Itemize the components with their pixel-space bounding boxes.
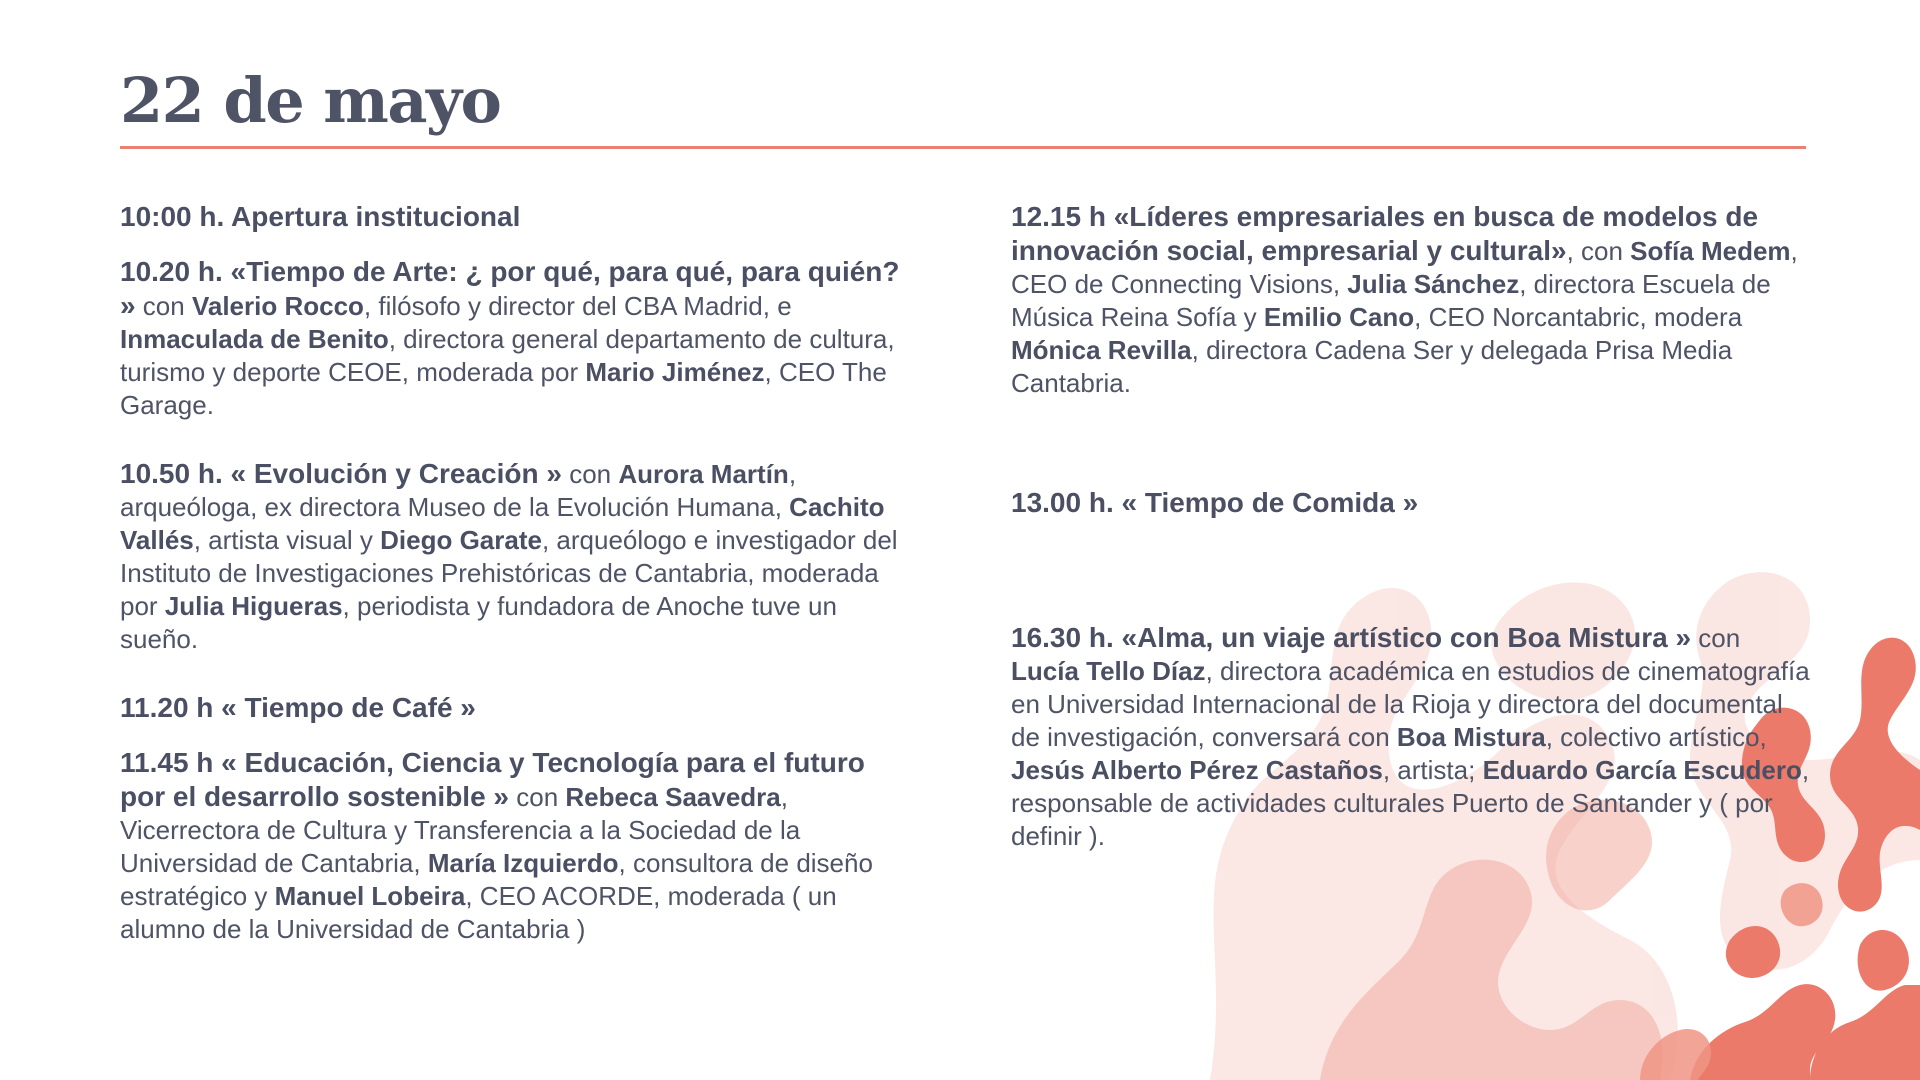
speaker-name: Mario Jiménez bbox=[585, 357, 765, 387]
speaker-name: Diego Garate bbox=[380, 525, 542, 555]
agenda-item-text: , arqueóloga, ex directora Museo de la Evolución Humana, bbox=[120, 459, 797, 522]
schedule-right-column bbox=[1011, 200, 1811, 853]
agenda-item-text: , directora Escuela de Música Reina Sofía y bbox=[1011, 269, 1771, 332]
speaker-name: Manuel Lobeira bbox=[274, 881, 466, 911]
agenda-item-text: , directora Cadena Ser y delegada Prisa Media Cantabria. bbox=[1011, 335, 1733, 398]
agenda-item-text: , arqueólogo e investigador del Instituto de Investigaciones Prehistóricas de Cantabria, moderada por bbox=[120, 525, 898, 621]
agenda-item-heading: 12.15 h «Líderes empresariales en busca de modelos de innovación social, empresarial y cultural» bbox=[1011, 201, 1759, 266]
speaker-name: María Izquierdo bbox=[427, 848, 619, 878]
speaker-name: Boa Mistura bbox=[1396, 722, 1546, 752]
agenda-item-heading: 10.20 h. «Tiempo de Arte: ¿ por qué, para qué, para quién? » bbox=[120, 256, 900, 321]
agenda-item-text: , colectivo artístico, bbox=[1545, 722, 1767, 752]
agenda-item-text: , periodista y fundadora de Anoche tuve un sueño. bbox=[120, 591, 837, 654]
speaker-name: Cachito Vallés bbox=[120, 492, 885, 555]
speaker-name: Jesús Alberto Pérez Castaños bbox=[1011, 755, 1383, 785]
agenda-item-text: , CEO Norcantabric, modera bbox=[1414, 302, 1743, 332]
agenda-item-evolucion-y-creacion bbox=[120, 457, 910, 656]
agenda-item-text: , consultora de diseño estratégico y bbox=[120, 848, 873, 911]
schedule-left-column bbox=[120, 200, 910, 946]
title-divider bbox=[120, 146, 1806, 149]
speaker-name: Mónica Revilla bbox=[1011, 335, 1192, 365]
speaker-name: Eduardo García Escudero bbox=[1482, 755, 1802, 785]
agenda-item-text: con bbox=[509, 782, 566, 812]
agenda-item-educacion-ciencia bbox=[120, 746, 910, 946]
agenda-item-text: , CEO ACORDE, moderada ( un alumno de la Universidad de Cantabria ) bbox=[120, 881, 837, 944]
speaker-name: Aurora Martín bbox=[618, 459, 789, 489]
agenda-item-heading: 11.45 h « Educación, Ciencia y Tecnología para el futuro por el desarrollo sostenible » bbox=[120, 747, 865, 812]
agenda-item-text: con bbox=[135, 291, 192, 321]
agenda-item-heading: 13.00 h. « Tiempo de Comida » bbox=[1011, 487, 1419, 518]
speaker-name: Sofía Medem bbox=[1630, 236, 1791, 266]
agenda-item-text: , directora académica en estudios de cinematografía en Universidad Internacional de la Rioja y directora del documental de investigación, conversará con bbox=[1011, 656, 1810, 752]
speaker-name: Lucía Tello Díaz bbox=[1011, 656, 1206, 686]
agenda-item-text: , CEO de Connecting Visions, bbox=[1011, 236, 1798, 299]
agenda-item-tiempo-de-arte bbox=[120, 255, 910, 422]
agenda-item-heading: 10.50 h. « Evolución y Creación » bbox=[120, 458, 562, 489]
speaker-name: Inmaculada de Benito bbox=[120, 324, 389, 354]
speaker-name: Emilio Cano bbox=[1263, 302, 1415, 332]
agenda-item-text: , artista; bbox=[1382, 755, 1483, 785]
agenda-item-heading: 11.20 h « Tiempo de Café » bbox=[120, 692, 476, 723]
agenda-item-opening bbox=[120, 200, 910, 234]
agenda-item-text: , responsable de actividades culturales Puerto de Santander y ( por definir ). bbox=[1011, 755, 1810, 851]
speaker-name: Julia Higueras bbox=[164, 591, 343, 621]
agenda-item-heading: 10:00 h. Apertura institucional bbox=[120, 201, 521, 232]
agenda-item-tiempo-de-comida bbox=[1011, 486, 1811, 520]
speaker-name: Valerio Rocco bbox=[191, 291, 364, 321]
agenda-item-text: , con bbox=[1566, 236, 1631, 266]
agenda-item-text: , CEO The Garage. bbox=[120, 357, 887, 420]
agenda-item-text: , filósofo y director del CBA Madrid, e bbox=[363, 291, 792, 321]
agenda-item-text: con bbox=[1691, 623, 1741, 653]
agenda-item-lideres-empresariales bbox=[1011, 200, 1811, 400]
agenda-item-heading: 16.30 h. «Alma, un viaje artístico con Boa Mistura » bbox=[1011, 622, 1692, 653]
speaker-name: Julia Sánchez bbox=[1347, 269, 1520, 299]
agenda-item-text: , Vicerrectora de Cultura y Transferencia a la Sociedad de la Universidad de Cantabria, bbox=[120, 782, 801, 878]
agenda-item-text: con bbox=[561, 459, 619, 489]
agenda-item-text: , directora general departamento de cultura, turismo y deporte CEOE, moderada por bbox=[120, 324, 895, 387]
agenda-item-tiempo-de-cafe bbox=[120, 691, 910, 725]
speaker-name: Rebeca Saavedra bbox=[565, 782, 781, 812]
page-title: 22 de mayo bbox=[120, 64, 501, 137]
agenda-item-alma-boa-mistura bbox=[1011, 621, 1811, 853]
agenda-item-text: , artista visual y bbox=[193, 525, 381, 555]
